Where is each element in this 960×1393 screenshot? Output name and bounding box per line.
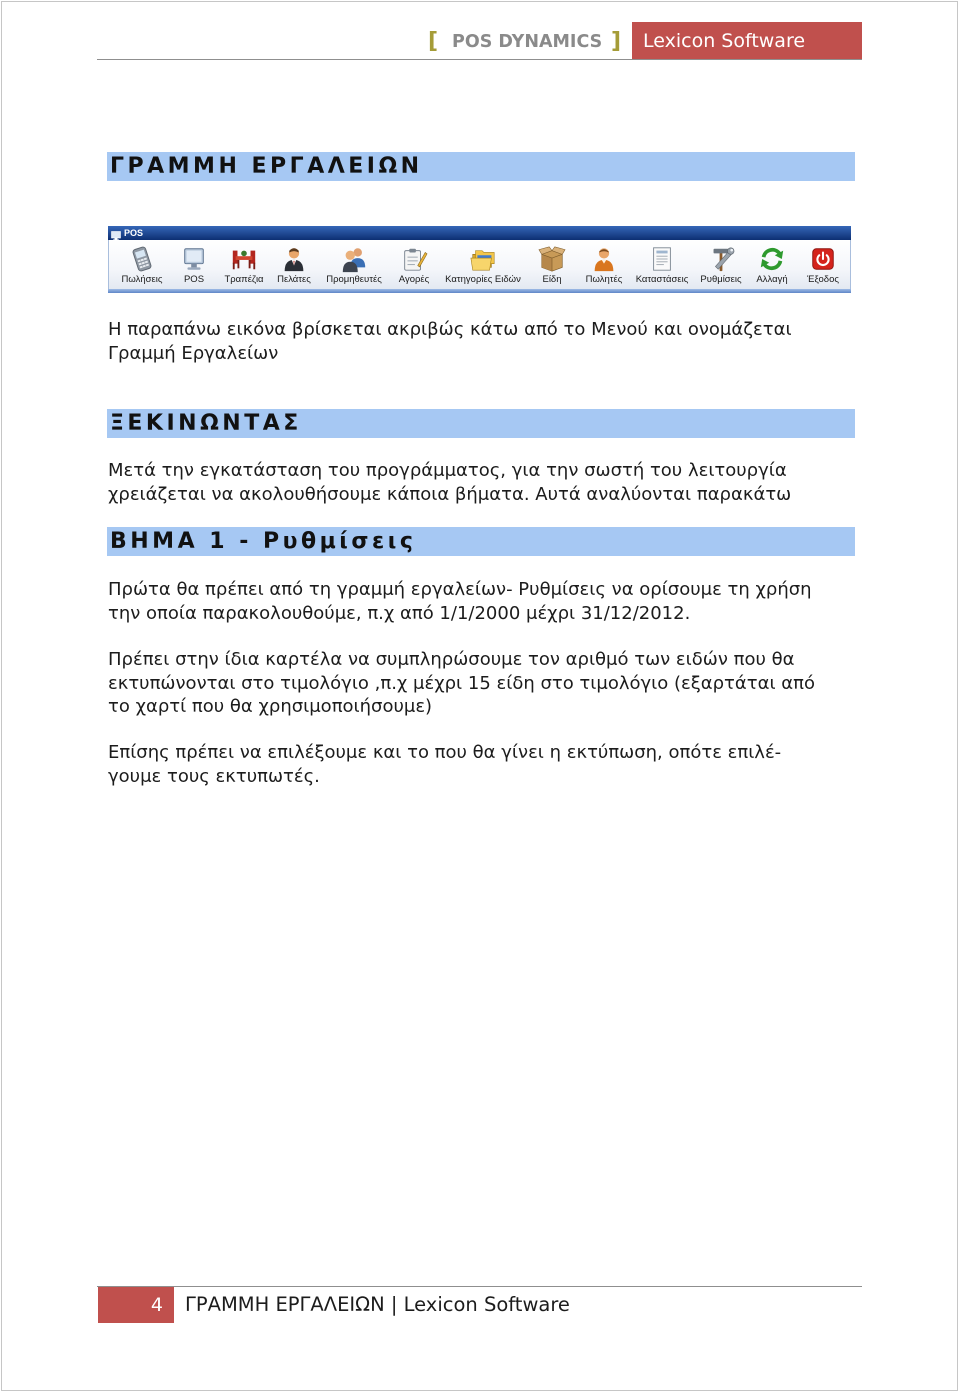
toolbar-button-item-categories [445, 240, 521, 289]
step1-paragraph-printers [108, 741, 781, 788]
toolbar-button-label: Τραπέζια [224, 274, 264, 285]
suppliers-icon [340, 245, 368, 273]
toolbar-screenshot [108, 226, 851, 293]
toolbar-button-label: Αγορές [398, 274, 430, 285]
tables-icon [230, 245, 258, 273]
section-heading-text: ΞΕΚΙΝΩΝΤΑΣ [110, 411, 302, 436]
toolbar-title: POS [124, 228, 144, 238]
toolbar-button-sales [114, 240, 170, 289]
salesperson-icon [590, 245, 618, 273]
toolbar-button-label: Πελάτες [277, 274, 311, 285]
toolbar-button-label: Κατηγορίες Ειδών [445, 274, 521, 285]
step1-paragraph-period [108, 578, 812, 625]
page-number-box [98, 1287, 174, 1323]
toolbar-button-label: Έξοδος [807, 274, 839, 285]
header-company-box [632, 22, 862, 60]
app-icon [111, 228, 121, 238]
toolbar-button-label: Ρυθμίσεις [700, 274, 742, 285]
toolbar-button-customers [266, 240, 322, 289]
section-heading-toolbar [107, 152, 855, 181]
paragraph-line: Πρώτα θα πρέπει από τη γραμμή εργαλείων- Ρυθμίσεις να ορίσουμε τη χρήση [108, 579, 812, 600]
handheld-terminal-icon [128, 245, 156, 273]
toolbar-button-label: Είδη [542, 274, 562, 285]
toolbar-button-label: Καταστάσεις [635, 274, 689, 285]
paragraph-line: Μετά την εγκατάσταση του προγράμματος, για την σωστή του λειτουργία [108, 460, 787, 481]
toolbar-button-suppliers [326, 240, 382, 289]
toolbar-button-strip [108, 240, 851, 289]
toolbar-button-label: Προμηθευτές [326, 274, 382, 285]
monitor-icon [180, 245, 208, 273]
paragraph-line: γουμε τους εκτυπωτές. [108, 765, 320, 787]
toolbar-title-bar [108, 226, 851, 240]
customer-icon [280, 245, 308, 273]
toolbar-description [108, 318, 792, 365]
page-number: 4 [150, 1294, 163, 1316]
toolbar-button-exit [795, 240, 851, 289]
paragraph-line: Η παραπάνω εικόνα βρίσκεται ακριβώς κάτω από το Μενού και ονομάζεται [108, 319, 792, 340]
toolbar-button-pos [166, 240, 222, 289]
section-heading-step1 [107, 527, 855, 556]
paragraph-line: την οποία παρακολουθούμε, π.χ από 1/1/2000 μέχρι 31/12/2012. [108, 602, 691, 624]
paragraph-line: το χαρτί που θα χρησιμοποιήσουμε) [108, 696, 433, 718]
toolbar-button-tables [216, 240, 272, 289]
header-bracket-close: ] [611, 29, 622, 54]
section-heading-text: ΒΗΜΑ 1 - Ρυθμίσεις [110, 529, 417, 554]
report-icon [648, 245, 676, 273]
toolbar-button-reports [634, 240, 690, 289]
paragraph-line: χρειάζεται να ακολουθήσουμε κάποια βήματα. Αυτά αναλύονται παρακάτω [108, 483, 792, 505]
paragraph-line: εκτυπώνονται στο τιμολόγιο ,π.χ μέχρι 15 είδη στο τιμολόγιο (εξαρτάται από [108, 672, 815, 694]
step1-paragraph-invoice-items [108, 648, 815, 719]
toolbar-button-label: Πωλήσεις [121, 274, 163, 285]
power-icon [809, 245, 837, 273]
header-brand: POS DYNAMICS [452, 32, 603, 52]
toolbar-button-settings [693, 240, 749, 289]
footer-rule [97, 1286, 862, 1287]
toolbar-button-salespeople [576, 240, 632, 289]
paragraph-line: Επίσης πρέπει να επιλέξουμε και το που θα γίνει η εκτύπωση, οπότε επιλέ- [108, 742, 782, 763]
toolbar-button-purchases [386, 240, 442, 289]
clipboard-icon [400, 245, 428, 273]
toolbar-button-items [524, 240, 580, 289]
toolbar-button-label: POS [183, 274, 205, 285]
box-icon [538, 245, 566, 273]
header-company: Lexicon Software [643, 30, 806, 52]
toolbar-button-label: Αλλαγή [756, 274, 788, 285]
toolbar-bottom-edge [108, 289, 851, 293]
footer-text: ΓΡΑΜΜΗ ΕΡΓΑΛΕΙΩΝ | Lexicon Software [185, 1293, 570, 1316]
tools-icon [707, 245, 735, 273]
header-bracket-open: [ [428, 29, 439, 54]
section-heading-text: ΓΡΑΜΜΗ ΕΡΓΑΛΕΙΩΝ [110, 154, 423, 179]
toolbar-button-switch [744, 240, 800, 289]
refresh-icon [758, 245, 786, 273]
toolbar-button-label: Πωλητές [585, 274, 623, 285]
header-rule [97, 59, 862, 60]
section-heading-start [107, 409, 855, 438]
folders-icon [469, 245, 497, 273]
start-paragraph [108, 459, 791, 506]
paragraph-line: Γραμμή Εργαλείων [108, 342, 279, 364]
paragraph-line: Πρέπει στην ίδια καρτέλα να συμπληρώσουμε τον αριθμό των ειδών που θα [108, 649, 795, 670]
